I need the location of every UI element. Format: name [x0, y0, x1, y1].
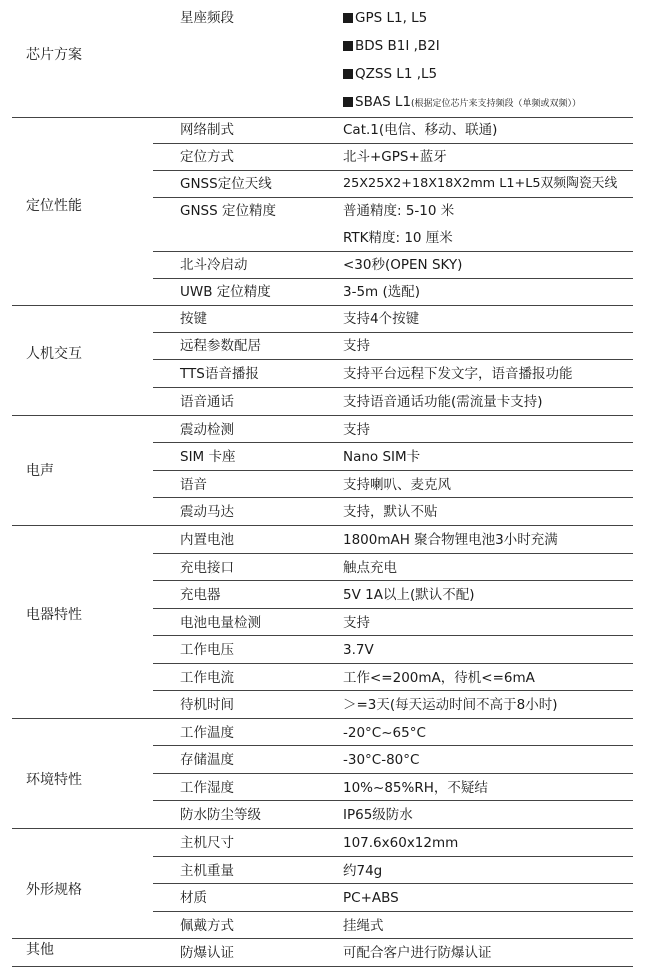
square-bullet-icon	[343, 13, 353, 23]
spec-row	[153, 279, 633, 305]
spec-row-constellation	[153, 0, 633, 117]
row-value: 工作<=200mA，待机<=6mA	[343, 670, 535, 686]
row-value: ＞=3天(每天运动时间不高于8小时)	[343, 697, 558, 713]
spec-row	[153, 884, 633, 912]
row-label: 工作温度	[180, 725, 234, 741]
square-bullet-icon	[343, 97, 353, 107]
row-value: 支持	[343, 615, 370, 631]
group-label: 电声	[26, 463, 54, 479]
row-value: Nano SIM卡	[343, 449, 421, 465]
spec-row	[153, 471, 633, 498]
square-bullet-icon	[343, 41, 353, 51]
row-label: 防水防尘等级	[180, 807, 261, 823]
group-label: 其他	[26, 942, 54, 958]
spec-row	[153, 498, 633, 525]
row-label: 佩戴方式	[180, 918, 234, 934]
row-value: IP65级防水	[343, 807, 413, 823]
row-value-gps: GPS L1, L5	[343, 10, 427, 26]
row-label: 震动马达	[180, 504, 234, 520]
row-label: 材质	[180, 890, 207, 906]
row-label: 定位方式	[180, 149, 234, 165]
spec-row	[153, 144, 633, 171]
row-value: 5V 1A以上(默认不配)	[343, 587, 475, 603]
row-value: 触点充电	[343, 560, 397, 576]
row-value: PC+ABS	[343, 890, 399, 906]
spec-row	[153, 171, 633, 198]
row-value: -20°C~65°C	[343, 725, 426, 741]
row-label: 充电接口	[180, 560, 234, 576]
row-label: 防爆认证	[180, 945, 234, 961]
group-label: 人机交互	[26, 346, 82, 362]
spec-row	[153, 664, 633, 691]
row-label: SIM 卡座	[180, 449, 236, 465]
row-label: 内置电池	[180, 532, 234, 548]
spec-row	[153, 360, 633, 388]
row-value-bds: BDS B1I ,B2I	[343, 38, 440, 54]
row-label: 充电器	[180, 587, 221, 603]
group-label: 环境特性	[26, 772, 82, 788]
row-label: 震动检测	[180, 422, 234, 438]
row-label: 星座频段	[180, 10, 234, 26]
row-value: 支持，默认不贴	[343, 504, 438, 520]
spec-row	[153, 912, 633, 938]
row-label: 电池电量检测	[180, 615, 261, 631]
row-value-sbas: SBAS L1(根据定位芯片来支持频段（单频或双频））	[343, 94, 581, 112]
row-label: UWB 定位精度	[180, 284, 271, 300]
row-label: 工作电压	[180, 642, 234, 658]
spec-row	[153, 636, 633, 664]
row-label: 网络制式	[180, 122, 234, 138]
row-label: 语音	[180, 477, 207, 493]
row-value: <30秒(OPEN SKY)	[343, 257, 463, 273]
row-label: 主机尺寸	[180, 835, 234, 851]
row-label: TTS语音播报	[180, 366, 259, 382]
spec-row	[153, 857, 633, 884]
row-value: 支持语音通话功能(需流量卡支持)	[343, 394, 543, 410]
row-label: 存储温度	[180, 752, 234, 768]
row-label: GNSS 定位精度	[180, 203, 276, 219]
group-label: 电器特性	[26, 607, 82, 623]
row-value: 北斗+GPS+蓝牙	[343, 149, 447, 165]
spec-row	[153, 746, 633, 774]
row-label: 按键	[180, 311, 207, 327]
row-value: 约74g	[343, 863, 383, 879]
group-label: 定位性能	[26, 198, 82, 214]
spec-row	[153, 198, 633, 252]
row-label: 工作湿度	[180, 780, 234, 796]
row-value: 1800mAH 聚合物锂电池3小时充满	[343, 532, 558, 548]
row-value: 支持4个按键	[343, 311, 420, 327]
spec-row	[153, 306, 633, 333]
row-value: 10%~85%RH，不疑结	[343, 780, 488, 796]
row-value: 25X25X2+18X18X2mm L1+L5双频陶瓷天线	[343, 176, 618, 191]
spec-row	[153, 554, 633, 581]
spec-row	[153, 801, 633, 828]
spec-row	[153, 443, 633, 471]
row-label: 北斗冷启动	[180, 257, 248, 273]
row-label: 工作电流	[180, 670, 234, 686]
spec-row	[153, 388, 633, 415]
spec-row	[153, 691, 633, 718]
spec-row	[153, 117, 633, 144]
row-value: 挂绳式	[343, 918, 384, 934]
row-value: 3.7V	[343, 642, 374, 658]
row-value: 支持	[343, 338, 370, 354]
group-label: 外形规格	[26, 882, 82, 898]
spec-row	[153, 939, 633, 966]
row-value: 107.6x60x12mm	[343, 835, 459, 851]
row-label: 主机重量	[180, 863, 234, 879]
row-value: 支持喇叭、麦克风	[343, 477, 451, 493]
spec-row	[153, 416, 633, 443]
row-value-qzss: QZSS L1 ,L5	[343, 66, 437, 82]
spec-row	[153, 252, 633, 279]
row-label: GNSS定位天线	[180, 176, 272, 192]
spec-row	[153, 526, 633, 554]
row-label: 待机时间	[180, 697, 234, 713]
row-value: 支持	[343, 422, 370, 438]
spec-row	[153, 774, 633, 801]
row-label: 远程参数配居	[180, 338, 261, 354]
spec-row	[153, 609, 633, 636]
square-bullet-icon	[343, 69, 353, 79]
row-value: Cat.1(电信、移动、联通)	[343, 122, 498, 138]
row-value: 3-5m (选配)	[343, 284, 421, 300]
spec-row	[153, 333, 633, 360]
group-label: 芯片方案	[26, 47, 82, 63]
spec-row	[153, 829, 633, 857]
row-value: 普通精度: 5-10 米	[343, 203, 455, 219]
row-value: 支持平台远程下发文字，语音播报功能	[343, 366, 573, 382]
spec-row	[153, 719, 633, 746]
row-value: -30°C-80°C	[343, 752, 420, 768]
row-value: RTK精度: 10 厘米	[343, 230, 453, 246]
row-label: 语音通话	[180, 394, 234, 410]
row-value: 可配合客户进行防爆认证	[343, 945, 492, 961]
spec-row	[153, 581, 633, 609]
